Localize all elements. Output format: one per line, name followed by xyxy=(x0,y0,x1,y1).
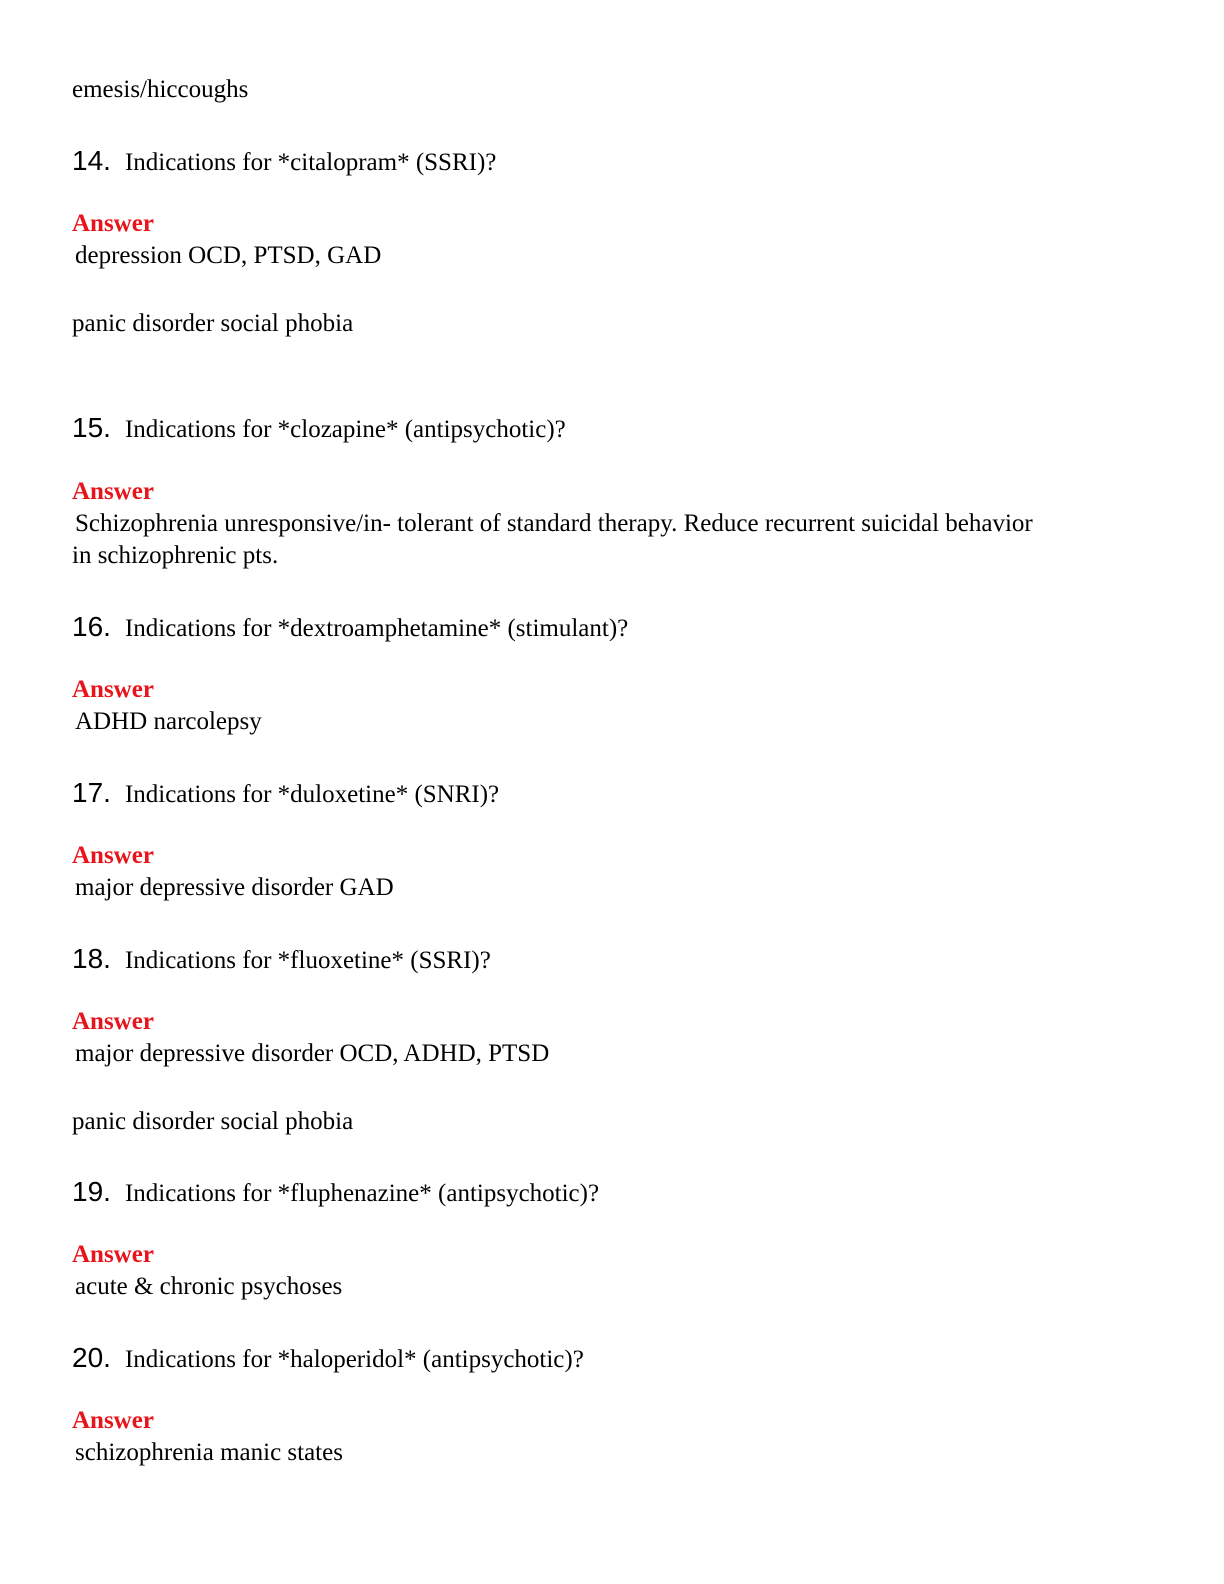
answer-label: Answer xyxy=(72,1407,154,1434)
question-number: 16. xyxy=(72,611,111,642)
question-text: Indications for *fluoxetine* (SSRI)? xyxy=(124,947,491,974)
answer-text: major depressive disorder OCD, ADHD, PTSD xyxy=(75,1040,550,1067)
answer-label: Answer xyxy=(72,210,154,237)
question-number: 19. xyxy=(72,1176,111,1207)
question-text: Indications for *fluphenazine* (antipsychotic)? xyxy=(124,1180,600,1207)
answer-text: Schizophrenia unresponsive/in- tolerant of standard therapy. Reduce recurrent suicidal behavior xyxy=(75,510,1033,537)
question-19 xyxy=(72,1177,599,1209)
carryover-text: emesis/hiccoughs xyxy=(72,76,249,103)
answer-label: Answer xyxy=(72,676,154,703)
question-17 xyxy=(72,778,499,810)
question-20 xyxy=(72,1343,584,1375)
question-14 xyxy=(72,146,496,178)
answer-label: Answer xyxy=(72,1241,154,1268)
question-number: 17. xyxy=(72,777,111,808)
question-text: Indications for *clozapine* (antipsychotic)? xyxy=(124,416,566,443)
question-text: Indications for *dextroamphetamine* (stimulant)? xyxy=(124,615,629,642)
answer-text: ADHD narcolepsy xyxy=(75,708,262,735)
answer-label: Answer xyxy=(72,478,154,505)
question-text: Indications for *haloperidol* (antipsychotic)? xyxy=(124,1346,584,1373)
answer-text: depression OCD, PTSD, GAD xyxy=(75,242,382,269)
answer-label: Answer xyxy=(72,1008,154,1035)
answer-text: acute & chronic psychoses xyxy=(75,1273,343,1300)
answer-label: Answer xyxy=(72,842,154,869)
question-number: 14. xyxy=(72,145,111,176)
question-18 xyxy=(72,944,491,976)
question-number: 20. xyxy=(72,1342,111,1373)
question-text: Indications for *citalopram* (SSRI)? xyxy=(124,149,497,176)
answer-text: major depressive disorder GAD xyxy=(75,874,394,901)
question-15 xyxy=(72,413,566,445)
answer-text: schizophrenia manic states xyxy=(75,1439,343,1466)
question-number: 15. xyxy=(72,412,111,443)
question-number: 18. xyxy=(72,943,111,974)
question-text: Indications for *duloxetine* (SNRI)? xyxy=(124,781,500,808)
question-16 xyxy=(72,612,628,644)
answer-extra-text: panic disorder social phobia xyxy=(72,1108,354,1135)
answer-extra-text: panic disorder social phobia xyxy=(72,310,354,337)
answer-text-continued: in schizophrenic pts. xyxy=(72,542,279,569)
